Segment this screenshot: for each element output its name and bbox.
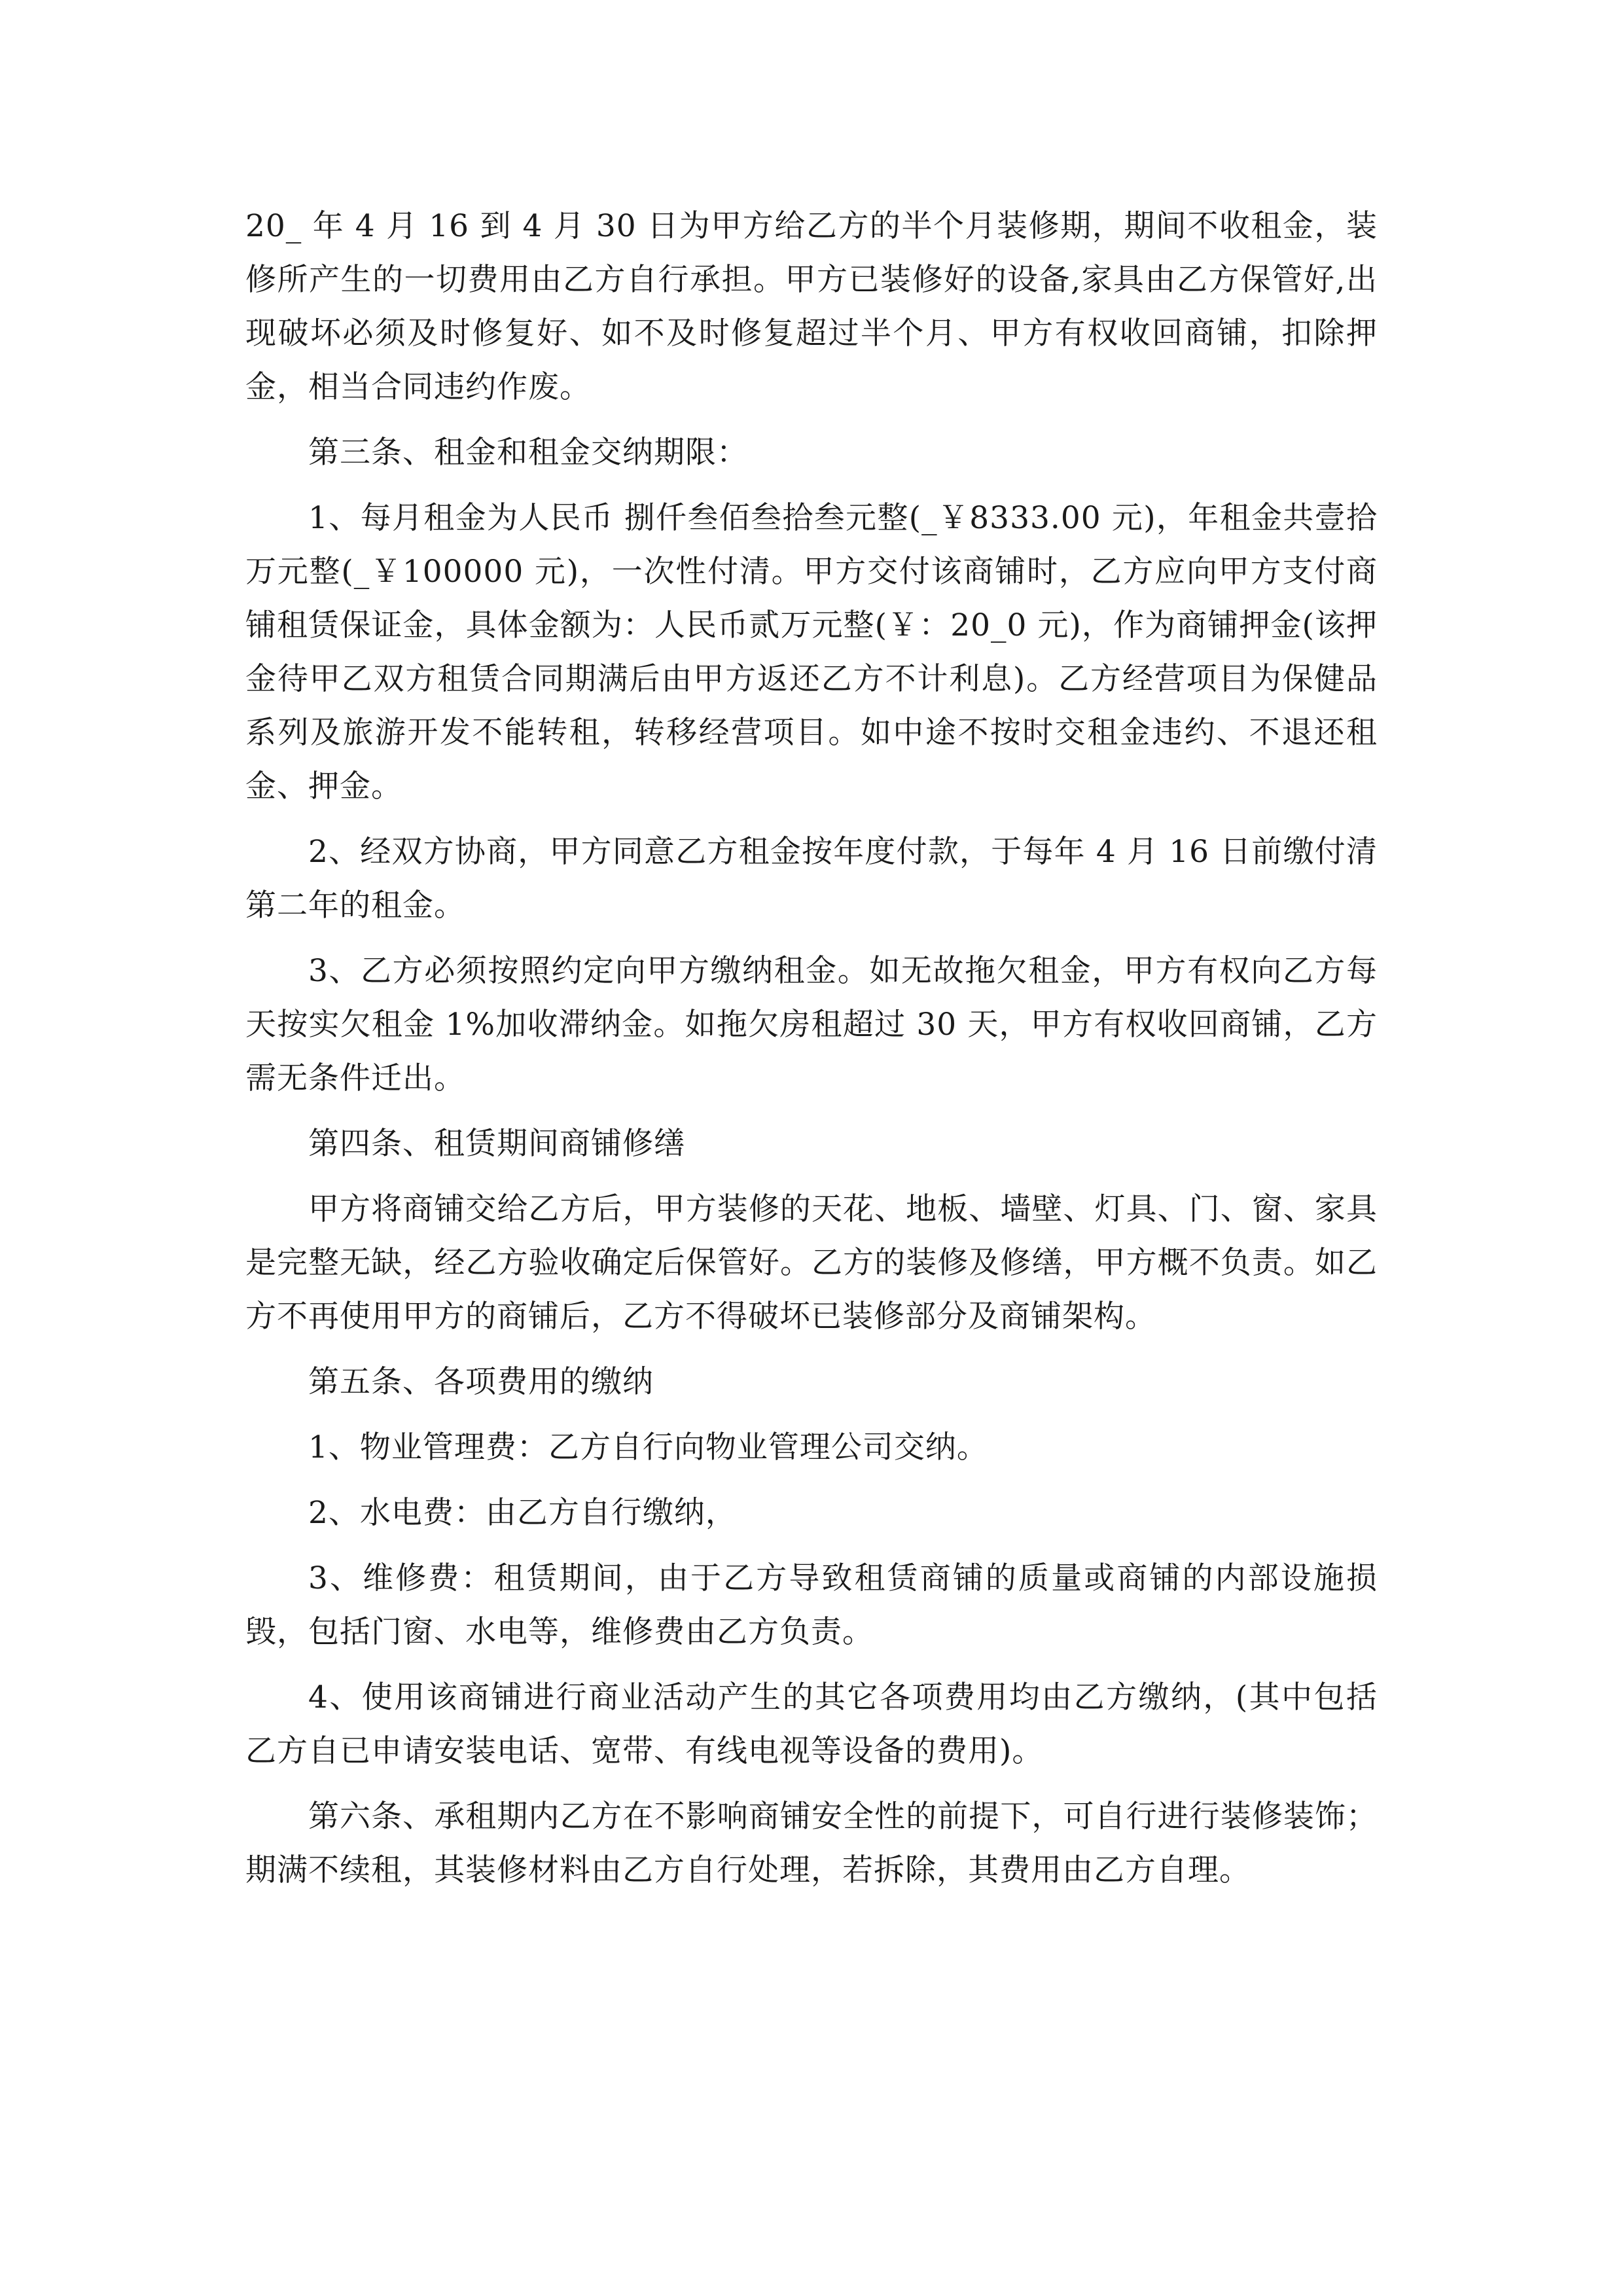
paragraph-late-fee: 3、乙方必须按照约定向甲方缴纳租金。如无故拖欠租金，甲方有权向乙方每天按实欠租金 1%加收滞纳金。如拖欠房租超过 30 天，甲方有权收回商铺，乙方需无条件迁出。 xyxy=(245,953,1378,1096)
heading-article-3: 第三条、租金和租金交纳期限： xyxy=(308,435,748,471)
heading-article-5: 第五条、各项费用的缴纳 xyxy=(308,1364,654,1400)
paragraph-article-6: 第六条、承租期内乙方在不影响商铺安全性的前提下，可自行进行装修装饰；期满不续租，其装修材料由乙方自行处理，若拆除，其费用由乙方自理。 xyxy=(245,1799,1378,1888)
paragraph-other-fees: 4、使用该商铺进行商业活动产生的其它各项费用均由乙方缴纳，(其中包括乙方自已申请安装电话、宽带、有线电视等设备的费用)。 xyxy=(245,1679,1378,1769)
paragraph-annual-payment: 2、经双方协商，甲方同意乙方租金按年度付款，于每年 4 月 16 日前缴付清第二年的租金。 xyxy=(245,834,1378,924)
paragraph-property-fee: 1、物业管理费：乙方自行向物业管理公司交纳。 xyxy=(308,1429,988,1465)
paragraph-rent-amount: 1、每月租金为人民币 捌仟叁佰叁拾叁元整(_￥8333.00 元)，年租金共壹拾万元整(_￥100000 元)，一次性付清。甲方交付该商铺时，乙方应向甲方支付商铺租赁保证金，具体金额为：人民币贰万元整(￥：20_0 元)，作为商铺押金(该押金待甲乙双方租赁合同期满后由甲方返还乙方不计利息)。乙方经营项目为保健品系列及旅游开发不能转租，转移经营项目。如中途不按时交租金违约、不退还租金、押金。 xyxy=(245,500,1378,804)
paragraph-utilities: 2、水电费：由乙方自行缴纳， xyxy=(308,1495,737,1531)
paragraph-renovation-period: 20_ 年 4 月 16 到 4 月 30 日为甲方给乙方的半个月装修期，期间不收租金，装修所产生的一切费用由乙方自行承担。甲方已装修好的设备,家具由乙方保管好,出现破坏必须及时修复好、如不及时修复超过半个月、甲方有权收回商铺，扣除押金，相当合同违约作废。 xyxy=(245,208,1378,405)
paragraph-maintenance-fee: 3、维修费：租赁期间，由于乙方导致租赁商铺的质量或商铺的内部设施损毁，包括门窗、水电等，维修费由乙方负责。 xyxy=(245,1560,1378,1650)
heading-article-4: 第四条、租赁期间商铺修缮 xyxy=(308,1126,685,1162)
document-body xyxy=(245,200,1378,1909)
paragraph-repairs: 甲方将商铺交给乙方后，甲方装修的天花、地板、墙壁、灯具、门、窗、家具是完整无缺，经乙方验收确定后保管好。乙方的装修及修缮，甲方概不负责。如乙方不再使用甲方的商铺后，乙方不得破坏已装修部分及商铺架构。 xyxy=(245,1191,1378,1335)
